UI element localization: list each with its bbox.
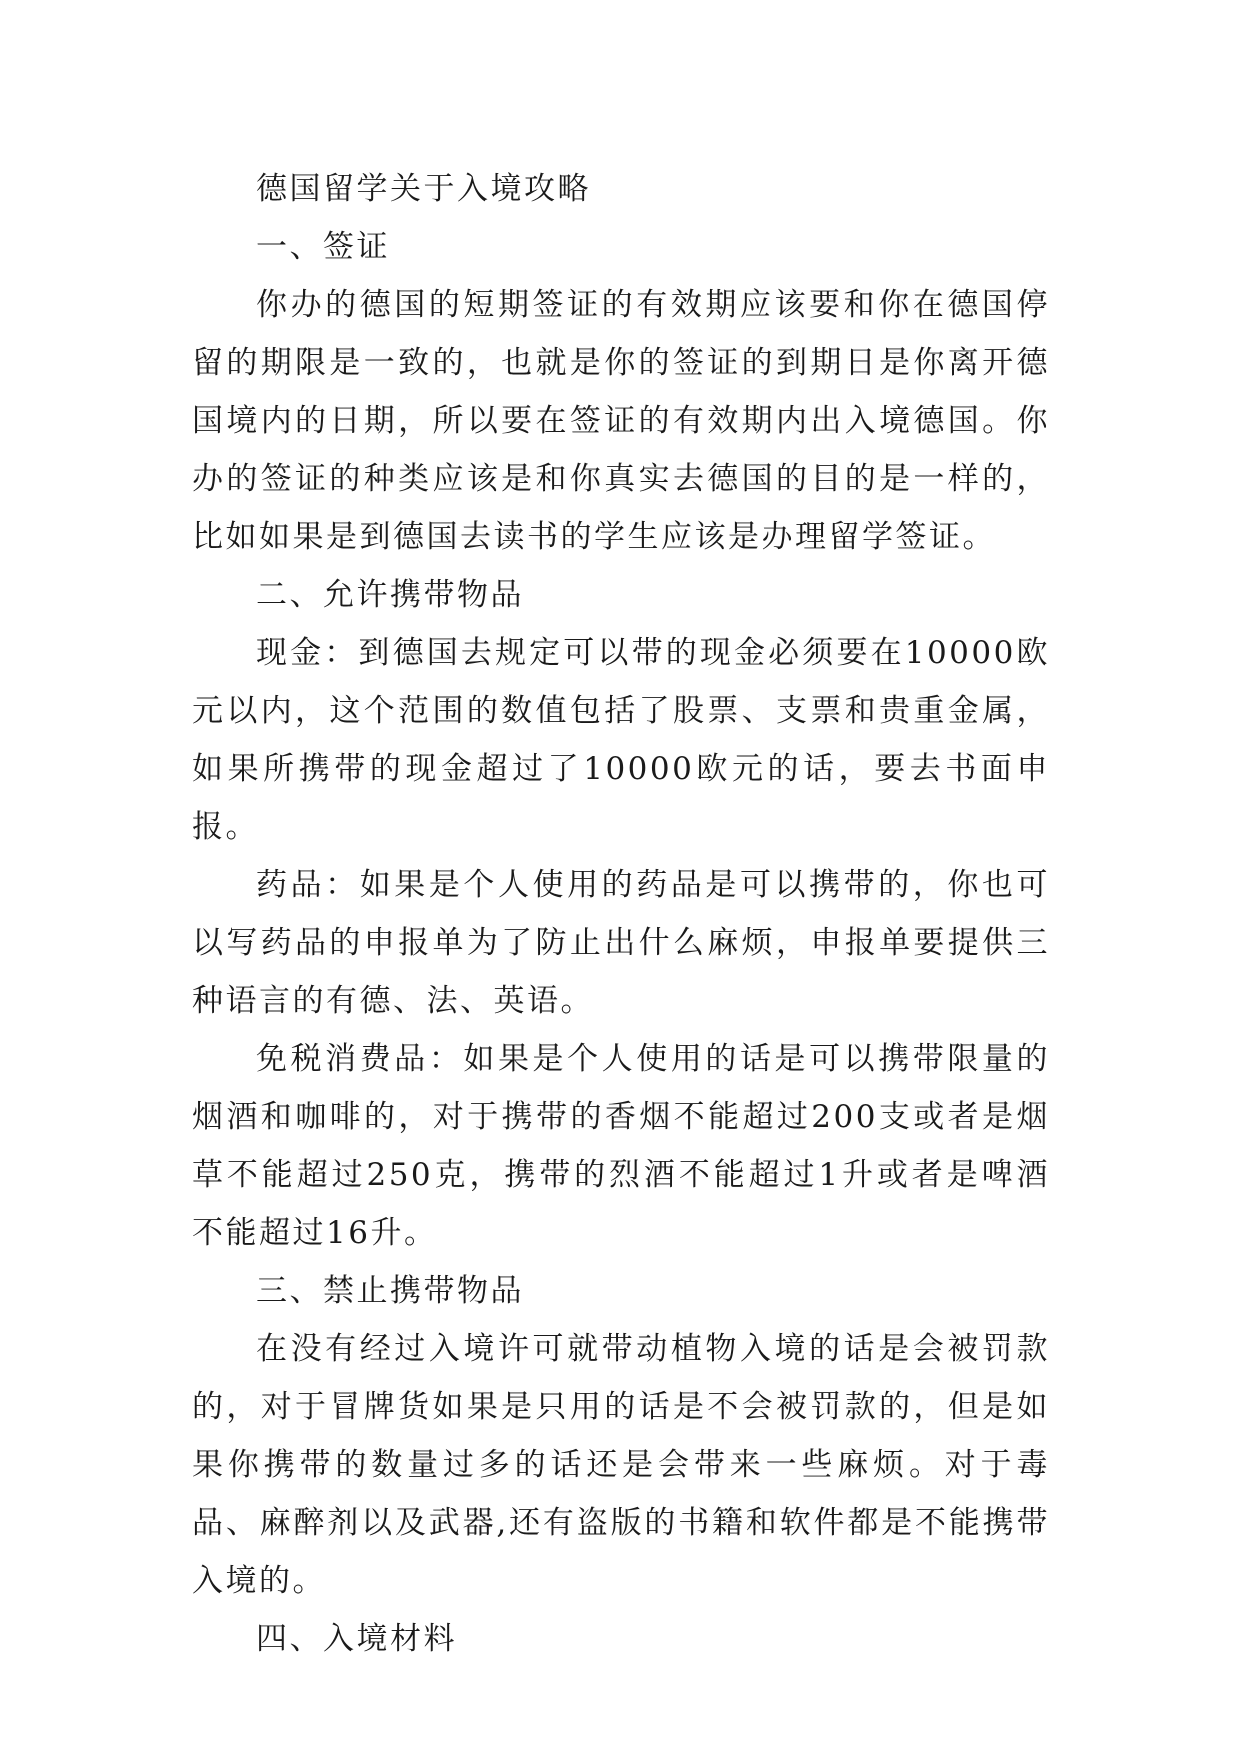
paragraph-cash: 现金：到德国去规定可以带的现金必须要在10000欧元以内，这个范围的数值包括了股票、支票和贵重金属，如果所携带的现金超过了10000欧元的话，要去书面申报。 [192, 635, 1050, 845]
section-heading-prohibited-items: 三、禁止携带物品 [256, 1273, 524, 1309]
paragraph-prohibited: 在没有经过入境许可就带动植物入境的话是会被罚款的，对于冒牌货如果是只用的话是不会被罚款的，但是如果你携带的数量过多的话还是会带来一些麻烦。对于毒品、麻醉剂以及武器,还有盗版的书籍和软件都是不能携带入境的。 [192, 1331, 1050, 1599]
paragraph-medicine: 药品：如果是个人使用的药品是可以携带的，你也可以写药品的申报单为了防止出什么麻烦，申报单要提供三种语言的有德、法、英语。 [192, 867, 1050, 1019]
section-heading-visa: 一、签证 [256, 229, 390, 265]
document-title: 德国留学关于入境攻略 [256, 171, 591, 207]
paragraph-duty-free: 免税消费品：如果是个人使用的话是可以携带限量的烟酒和咖啡的，对于携带的香烟不能超过200支或者是烟草不能超过250克，携带的烈酒不能超过1升或者是啤酒不能超过16升。 [192, 1041, 1050, 1251]
document-body [192, 160, 1050, 1668]
paragraph-visa: 你办的德国的短期签证的有效期应该要和你在德国停留的期限是一致的，也就是你的签证的到期日是你离开德国境内的日期，所以要在签证的有效期内出入境德国。你办的签证的种类应该是和你真实去德国的目的是一样的，比如如果是到德国去读书的学生应该是办理留学签证。 [192, 287, 1050, 555]
section-heading-entry-materials: 四、入境材料 [256, 1621, 457, 1657]
section-heading-allowed-items: 二、允许携带物品 [256, 577, 524, 613]
